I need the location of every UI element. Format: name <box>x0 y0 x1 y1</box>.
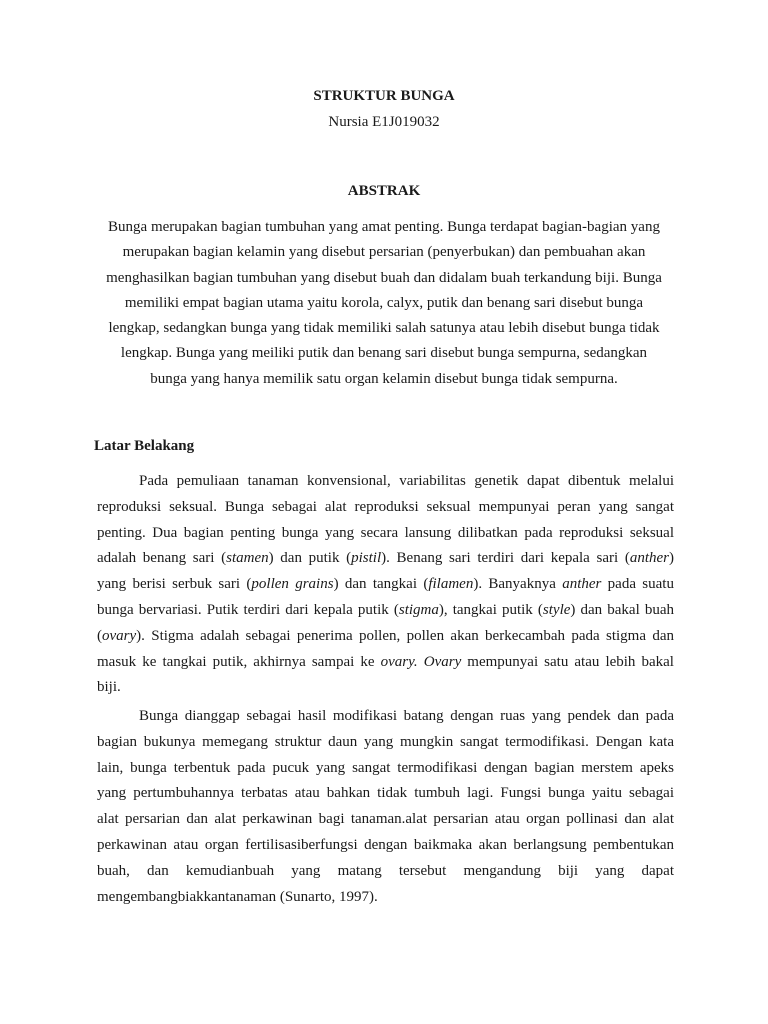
abstract-paragraph <box>80 215 688 392</box>
term-italic: pistil <box>351 550 382 567</box>
paragraph-line: Bunga dianggap sebagai hasil modifikasi batang dengan ruas yang pendek dan pada <box>139 708 674 724</box>
abstract-line: bunga yang hanya memilik satu organ kelamin disebut bunga tidak sempurna. <box>150 370 618 387</box>
term-italic: pollen grains <box>251 576 334 593</box>
abstract-line: lengkap, sedangkan bunga yang tidak memiliki salah satunya atau lebih disebut bunga tidak <box>108 320 660 337</box>
abstract-line: merupakan bagian kelamin yang disebut persarian (penyerbukan) dan pembuahan akan <box>122 244 646 261</box>
term-italic: ovary. Ovary <box>380 653 462 670</box>
abstract-line: menghasilkan bagian tumbuhan yang disebut buah dan didalam buah terkandung biji. Bunga <box>106 269 662 286</box>
section-heading: Latar Belakang <box>94 438 195 454</box>
document-title: STRUKTUR BUNGA <box>313 88 455 104</box>
term-italic: ovary <box>102 627 137 644</box>
term-italic: stamen <box>226 550 269 567</box>
paragraph-line: bunga bervariasi. Putik terdiri dari kepala putik (stigma), tangkai putik (style) dan bakal buah <box>97 601 674 618</box>
term-italic: style <box>542 601 571 618</box>
paragraph-line: (ovary). Stigma adalah sebagai penerima pollen, pollen akan berkecambah pada stigma dan <box>97 627 674 644</box>
term-italic: filamen <box>428 576 474 593</box>
paragraph-line: penting. Dua bagian penting bunga yang secara lansung dilibatkan pada reproduksi seksual <box>97 524 674 541</box>
paragraph-line: reproduksi seksual. Bunga sebagai alat reproduksi seksual mempunyai peran yang sangat <box>97 498 674 515</box>
paragraph-line: mengembangbiakkantanaman (Sunarto, 1997). <box>97 888 378 905</box>
abstract-heading: ABSTRAK <box>347 183 421 199</box>
abstract-line: lengkap. Bunga yang meiliki putik dan benang sari disebut bunga sempurna, sedangkan <box>120 345 648 362</box>
paragraph-line: adalah benang sari (stamen) dan putik (pistil). Benang sari terdiri dari kepala sari (anther) <box>97 550 674 567</box>
term-italic: anther <box>562 576 602 593</box>
paragraph-line: biji. <box>97 679 121 696</box>
paragraph-line: lain, bunga terbentuk pada pucuk yang sangat termodifikasi dengan bagian merstem apeks <box>97 759 674 776</box>
term-italic: stigma <box>398 601 439 618</box>
term-italic: anther <box>629 550 669 567</box>
paragraph-line: perkawinan atau organ fertilisasiberfungsi dengan baikmaka akan berlangsung pembentukan <box>97 836 674 853</box>
body-paragraph-2 <box>97 704 674 910</box>
abstract-line: Bunga merupakan bagian tumbuhan yang amat penting. Bunga terdapat bagian-bagian yang <box>108 219 660 235</box>
paragraph-line: alat persarian dan alat perkawinan bagi tanaman.alat persarian atau organ pollinasi dan alat <box>97 811 674 828</box>
paragraph-line: bagian bukunya memegang struktur daun yang mungkin sangat termodifikasi. Dengan kata <box>97 733 674 750</box>
paragraph-line: yang pertumbuhannya terbatas atau bahkan tidak tumbuh lagi. Fungsi bunga yaitu sebagai <box>97 785 674 802</box>
body-paragraph-1 <box>97 469 674 701</box>
paragraph-line: masuk ke tangkai putik, akhirnya sampai ke ovary. Ovary mempunyai satu atau lebih bakal <box>97 653 674 670</box>
paragraph-line: buah, dan kemudianbuah yang matang tersebut mengandung biji yang dapat <box>97 862 674 879</box>
abstract-line: memiliki empat bagian utama yaitu korola, calyx, putik dan benang sari disebut bunga <box>124 294 644 311</box>
paragraph-line: yang berisi serbuk sari (pollen grains) dan tangkai (filamen). Banyaknya anther pada suatu <box>97 576 674 593</box>
paragraph-line: Pada pemuliaan tanaman konvensional, variabilitas genetik dapat dibentuk melalui <box>139 473 674 489</box>
author-line: Nursia E1J019032 <box>328 114 440 130</box>
